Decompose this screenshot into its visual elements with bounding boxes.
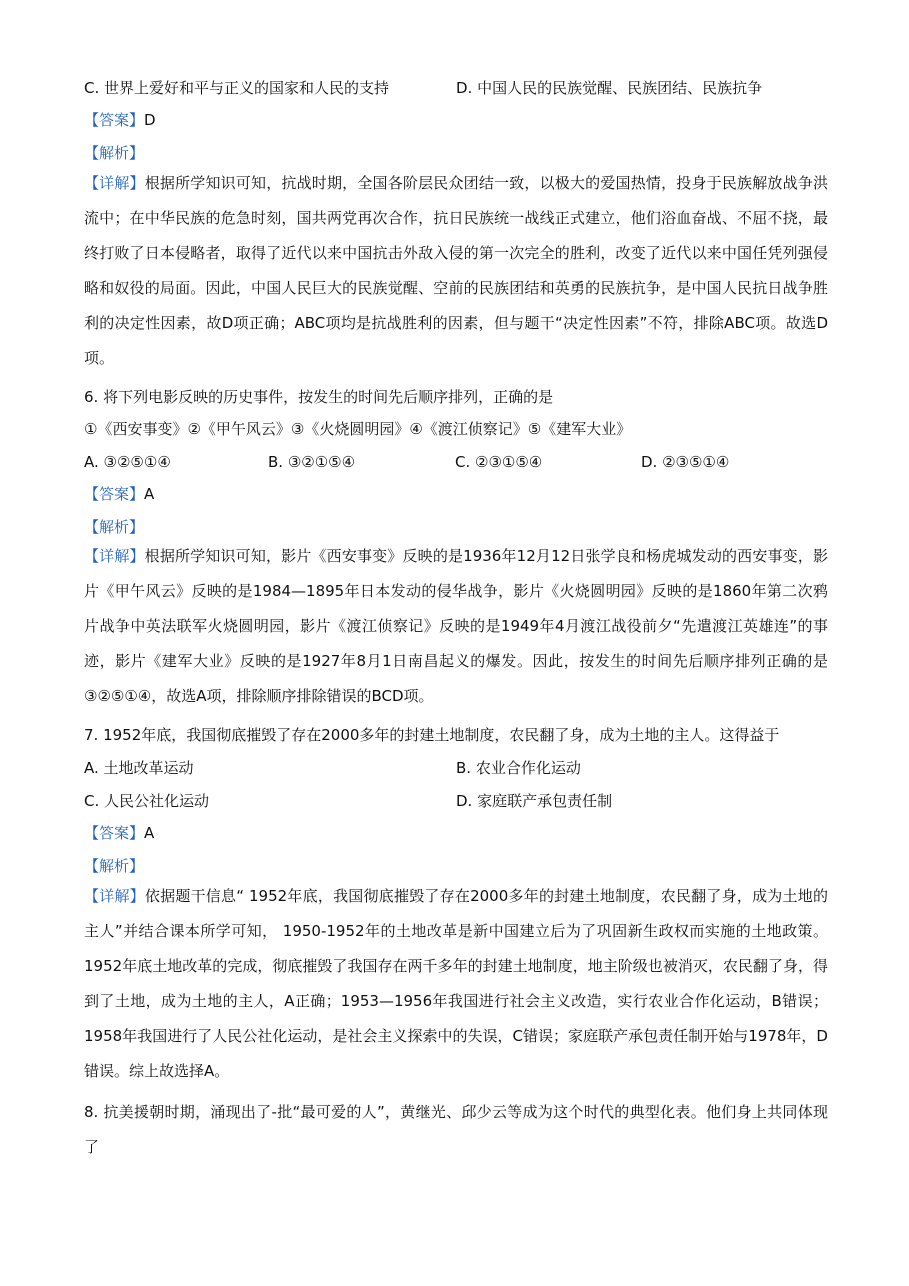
q7-stem: 7. 1952年底，我国彻底摧毁了存在2000多年的封建土地制度，农民翻了身，成为土地的主人。这得益于 bbox=[84, 726, 780, 744]
q8-stem: 8. 抗美援朝时期，涌现出了-批“最可爱的人”，黄继光、邱少云等成为这个时代的典型化表。他们身上共同体现了 bbox=[84, 1103, 828, 1156]
q7-detail bbox=[84, 879, 828, 1089]
answer-value: A bbox=[144, 824, 155, 842]
q7-option-d: D. 家庭联产承包责任制 bbox=[456, 792, 613, 810]
q6-option-a: A. ③②⑤①④ bbox=[84, 453, 171, 471]
q6-option-c: C. ②③①⑤④ bbox=[455, 453, 543, 471]
analysis-tag: 【解析】 bbox=[84, 518, 145, 536]
q6-answer bbox=[84, 484, 154, 504]
detail-text: 根据所学知识可知，抗战时期，全国各阶层民众团结一致，以极大的爱国热情，投身于民族解放战争洪流中；在中华民族的危急时刻，国共两党再次合作，抗日民族统一战线正式建立，他们浴血奋战、不屈不挠，最终打败了日本侵略者，取得了近代以来中国抗击外敌入侵的第一次完全的胜利，改变了近代以来中国任凭列强侵略和奴役的局面。因此，中国人民巨大的民族觉醒、空前的民族团结和英勇的民族抗争，是中国人民抗日战争胜利的决定性因素，故D项正确；ABC项均是抗战胜利的因素，但与题干“决定性因素”不符，排除ABC项。故选D项。 bbox=[84, 174, 828, 367]
q5-analysis-tag bbox=[84, 143, 144, 163]
q6-analysis-tag bbox=[84, 517, 144, 537]
q6-detail bbox=[84, 539, 828, 714]
q7-option-a: A. 土地改革运动 bbox=[84, 759, 194, 777]
detail-tag: 【详解】 bbox=[84, 547, 145, 565]
q5-option-c: C. 世界上爱好和平与正义的国家和人民的支持 bbox=[84, 79, 390, 97]
analysis-tag: 【解析】 bbox=[84, 857, 145, 875]
answer-value: D bbox=[144, 111, 156, 129]
answer-tag: 【答案】 bbox=[84, 111, 145, 129]
q7-option-b: B. 农业合作化运动 bbox=[456, 759, 581, 777]
detail-tag: 【详解】 bbox=[84, 887, 145, 905]
q6-option-d: D. ②③⑤①④ bbox=[641, 453, 730, 471]
q5-answer bbox=[84, 110, 156, 130]
q5-option-d: D. 中国人民的民族觉醒、民族团结、民族抗争 bbox=[456, 79, 763, 97]
answer-tag: 【答案】 bbox=[84, 824, 145, 842]
q6-stem: 6. 将下列电影反映的历史事件，按发生的时间先后顺序排列，正确的是 bbox=[84, 388, 554, 406]
detail-text: 根据所学知识可知，影片《西安事变》反映的是1936年12月12日张学良和杨虎城发动的西安事变，影片《甲午风云》反映的是1984—1895年日本发动的侵华战争，影片《火烧圆明园》反映的是1860年第二次鸦片战争中英法联军火烧圆明园，影片《渡江侦察记》反映的是1949年4月渡江战役前夕“先遣渡江英雄连”的事迹，影片《建军大业》反映的是1927年8月1日南昌起义的爆发。因此，按发生的时间先后顺序排列正确的是③②⑤①④，故选A项，排除顺序排除错误的BCD项。 bbox=[84, 547, 828, 705]
q7-answer bbox=[84, 823, 154, 843]
q7-analysis-tag bbox=[84, 856, 144, 876]
detail-text: 依据题干信息“ 1952年底，我国彻底摧毁了存在2000多年的封建土地制度，农民翻了身，成为土地的主人”并结合课本所学可知， 1950-1952年的土地改革是新中国建立后为了巩固新生政权而实施的土地政策。1952年底土地改革的完成，彻底摧毁了我国存在两千多年的封建土地制度，地主阶级也被消灭，农民翻了身，得到了土地，成为土地的主人，A正确；1953—1956年我国进行社会主义改造，实行农业合作化运动，B错误；1958年我国进行了人民公社化运动，是社会主义探索中的失误，C错误；家庭联产承包责任制开始与1978年，D错误。综上故选择A。 bbox=[84, 887, 828, 1080]
q7-option-c: C. 人民公社化运动 bbox=[84, 792, 210, 810]
answer-value: A bbox=[144, 485, 155, 503]
q6-option-b: B. ③②①⑤④ bbox=[268, 453, 356, 471]
q6-items: ①《西安事变》②《甲午风云》③《火烧圆明园》④《渡江侦察记》⑤《建军大业》 bbox=[84, 420, 632, 438]
answer-tag: 【答案】 bbox=[84, 485, 145, 503]
analysis-tag: 【解析】 bbox=[84, 144, 145, 162]
q5-detail bbox=[84, 166, 828, 376]
detail-tag: 【详解】 bbox=[84, 174, 145, 192]
